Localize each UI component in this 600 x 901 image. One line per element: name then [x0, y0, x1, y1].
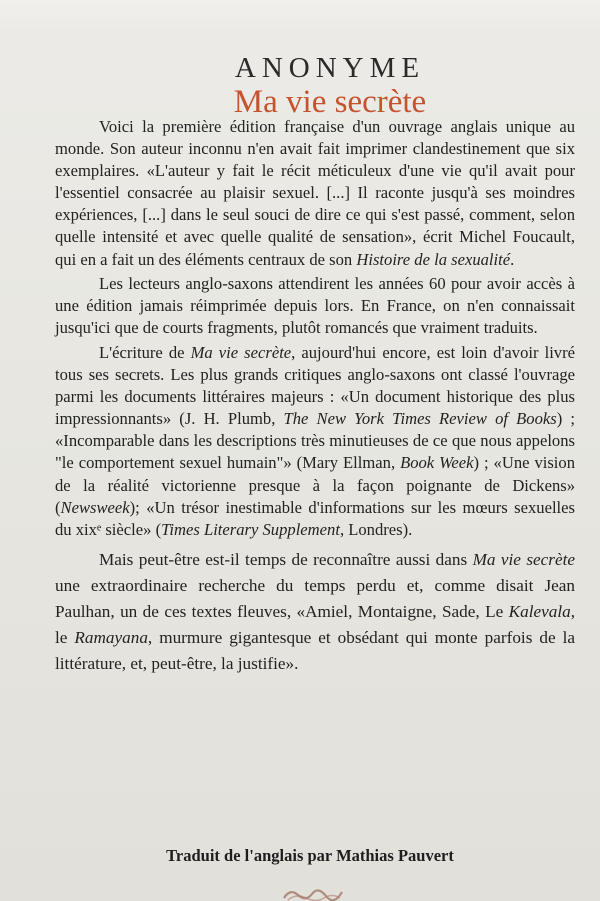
text-run: , aujourd'hui encore, est loin d'avoir livré tous ses secrets. Les plus grands critiques anglo-saxons ont classé l'ouvrage parmi les documents littéraires majeurs : «Un document historique des plus impressionnants» (J. H. Plumb,: [55, 342, 575, 429]
blurb-paragraph: [55, 547, 575, 677]
italic-text: The New York Times Review of Books: [283, 409, 557, 429]
italic-text: Ramayana: [74, 627, 148, 647]
italic-text: Histoire de la sexualité: [356, 249, 511, 269]
blurb-paragraph: [55, 342, 575, 541]
blurb-paragraph: [55, 273, 575, 339]
italic-text: Ma vie secrète: [190, 342, 292, 362]
publisher-logo-icon: [280, 886, 350, 901]
blurb-text: [55, 116, 575, 679]
text-run: , le: [55, 601, 575, 647]
text-run: Voici la première édition française d'un ouvrage anglais unique au monde. Son auteur inconnu n'en avait fait imprimer clandestinement que six exemplaires. «L'auteur y fait le récit méticuleux d'une vie qu'il avait pour l'essentiel consacrée au plaisir sexuel. [...] Il raconte jusqu'à ses moindres expériences, [...] dans le seul souci de dire ce qui s'est passé, comment, selon quelle intensité et avec quelle qualité de sensation», écrit Michel Foucault, qui en a fait un des éléments centraux de son: [55, 117, 575, 269]
text-run: Les lecteurs anglo-saxons attendirent les années 60 pour avoir accès à une édition jamais réimprimée depuis lors. En France, on n'en connaissait jusqu'ici que de courts fragments, plutôt romancés que vraiment traduits.: [55, 273, 575, 337]
italic-text: Times Literary Supplement: [161, 519, 340, 539]
text-run: ) ; «Incomparable dans les descriptions très minutieuses de ce que nous appelons "le comportement sexuel humain"» (Mary Ellman,: [55, 409, 575, 473]
author-name: ANONYME: [234, 52, 426, 84]
text-run: .: [510, 249, 515, 269]
text-run: ); «Un trésor inestimable d'informations sur les mœurs sexuelles du xixᵉ siècle» (: [55, 497, 575, 539]
text-run: Mais peut-être est-il temps de reconnaître aussi dans: [99, 549, 473, 569]
text-run: , murmure gigantesque et obsédant qui monte parfois de la littérature, et, peut-être, la justifie».: [55, 627, 576, 673]
paper-highlight: [0, 0, 600, 30]
text-run: L'écriture de: [99, 342, 191, 362]
italic-text: Ma vie secrète: [472, 549, 575, 569]
blurb-paragraph: [55, 116, 575, 271]
text-run: une extraordinaire recherche du temps perdu et, comme disait Jean Paulhan, un de ces textes fleuves, «Amiel, Montaigne, Sade, Le: [55, 575, 575, 621]
italic-text: Newsweek: [60, 497, 130, 517]
italic-text: Book Week: [400, 453, 474, 473]
text-run: , Londres).: [339, 519, 413, 539]
book-title: Ma vie secrète: [233, 84, 427, 120]
translator-credit: Traduit de l'anglais par Mathias Pauvert: [166, 846, 454, 865]
text-run: ) ; «Une vision de la réalité victorienne presque à la façon poignante de Dickens» (: [55, 453, 576, 517]
italic-text: Kalevala: [508, 601, 571, 621]
